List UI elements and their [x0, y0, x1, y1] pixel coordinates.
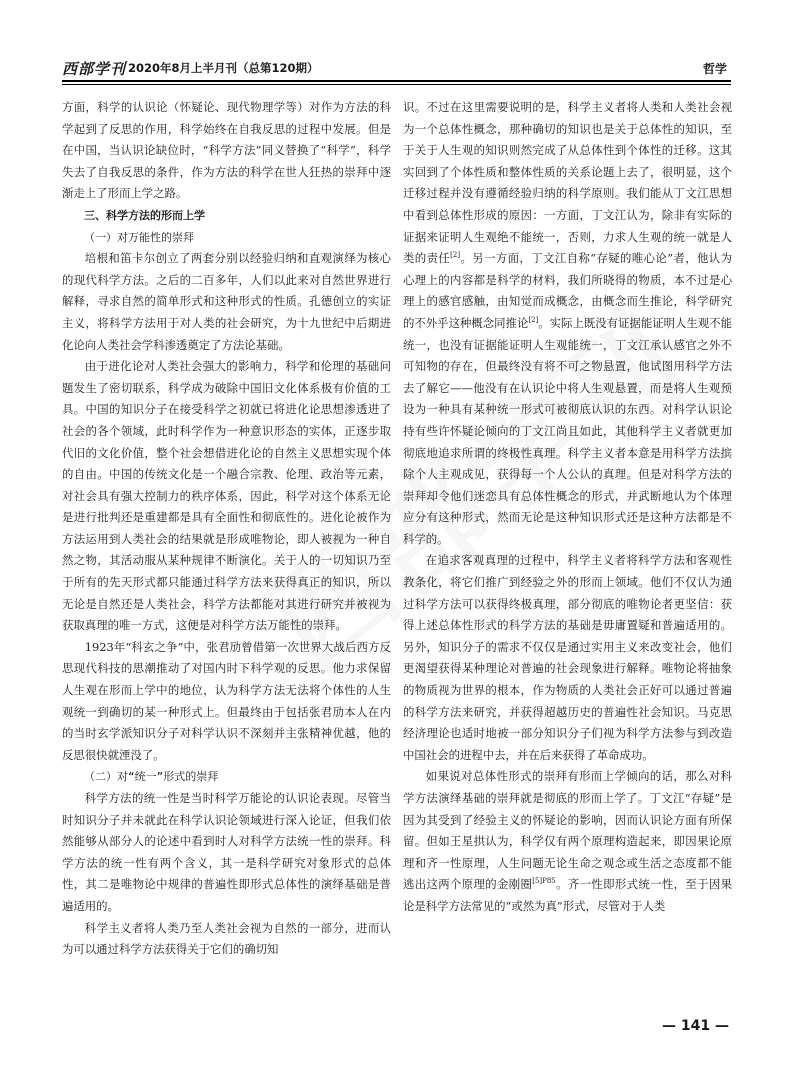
right-column [403, 97, 732, 918]
running-header [62, 56, 731, 78]
header-rule-thick [62, 80, 731, 82]
paragraph: 科学主义者将人类乃至人类社会视为自然的一部分，进而认为可以通过科学方法获得关于它们的确切知 [62, 920, 391, 957]
text-run: 。实际上既没有证据能证明人生观不能统一，也没有证据能证明人生观能统一，丁文江承认感官之外不可知物的存在，但最终没有将不可之物悬置，他试图用科学方法去了解它——他没有在认识论中将人生观悬置，而是将人生观预设为一种具有某种统一形式可被彻底认识的东西。对科学认识论持有些许怀疑论倾向的丁文江尚且如此，其他科学主义者就更加彻底地追求所谓的终极性真理。科学主义者本意是用科学方法摈除个人主观成见，获得每一个人公认的真理。但是对科学方法的崇拜却令他们迷恋具有总体性概念的形式，并武断地认为个体理应分有这种形式，然而无论是这种知识形式还是这种方法都是不科学的。 [403, 315, 732, 546]
paragraph: 1923年“科玄之争”中，张君劢曾借第一次世界大战后西方反思现代科技的思潮推动了对国内时下科学观的反思。他力求保留人生观在形而上学中的地位，认为科学方法无法将个体性的人生观统一到确切的某一种形式上。但最终由于包括张君劢本人在内的当时玄学派知识分子对科学认识不深刻并主张精神优越，他的反思很快就湮没了。 [62, 639, 391, 762]
paragraph: 科学方法的统一性是当时科学万能论的认识论表现。尽管当时知识分子并未就此在科学认识论领域进行深入论证，但我们依然能够从部分人的论述中看到时人对科学方法统一性的崇拜。科学方法的统一性有两个含义，其一是科学研究对象形式的总体性，其二是唯物论中规律的普遍性即形式总体性的演绎基础是普遍适用的。 [62, 791, 391, 913]
left-column [62, 97, 391, 961]
text-run: 。齐一性即形式统一性，至于因果论是科学方法常见的“或然为真”形式，尽管对于人类 [403, 877, 732, 913]
page-number: — 141 — [662, 1018, 729, 1034]
paragraph: 在追求客观真理的过程中，科学主义者将科学方法和客观性教条化，将它们推广到经验之外的形而上领域。他们不仅认为通过科学方法可以获得终极真理，部分彻底的唯物论者更坚信：获得上述总体性形式的科学方法的基础是毋庸置疑和普遍适用的。另外，知识分子的需求不仅仅是通过实用主义来改变社会，他们更渴望获得某种理论对普遍的社会现象进行解释。唯物论将抽象的物质视为世界的根本，作为物质的人类社会正好可以通过普遍的科学方法来研究，并获得超越历史的普遍性社会知识。马克思经济理论也适时地被一部分知识分子们视为科学方法参与到改造中国社会的进程中去，并在后来获得了革命成功。 [403, 553, 732, 762]
header-rule-thin [62, 84, 731, 85]
citation: [5]P85 [532, 877, 556, 886]
issue-info: 2020年8月上半月刊（总第120期） [128, 61, 319, 75]
paragraph: 方面，科学的认识论（怀疑论、现代物理学等）对作为方法的科学起到了反思的作用，科学始终在自我反思的过程中发展。但是在中国，当认识论缺位时，“科学方法”同义替换了“科学”，科学失去了自我反思的条件，作为方法的科学在世人狂热的崇拜中逐渐走上了形而上学之路。 [62, 100, 391, 201]
text-run: 。另一方面，丁文江自称“存疑的唯心论”者，他认为心理上的内容都是科学的材料，我们所晓得的物质，本不过是心理上的感官感触，由知觉而成概念，由概念而生推论，科学研究的不外乎这种概念同推论 [403, 251, 732, 330]
paragraph [403, 766, 732, 917]
citation: [2] [528, 316, 539, 325]
paragraph: 培根和笛卡尔创立了两套分别以经验归纳和直观演绎为核心的现代科学方法。之后的二百多年，人们以此来对自然世界进行解释，寻求自然的简单形式和这种形式的性质。孔德创立的实证主义，将科学方法用于对人类的社会研究，为十九世纪中后期进化论向人类社会学科渗透奠定了方法论基础。 [62, 251, 391, 352]
paragraph: 由于进化论对人类社会强大的影响力，科学和伦理的基础问题发生了密切联系，科学成为破除中国旧文化体系极有价值的工具。中国的知识分子在接受科学之初就已将进化论思想渗透进了社会的各个领域，此时科学作为一种意识形态的实体，正逐步取代旧的文化价值，整个社会想借进化论的自然主义思想实现个体的自由。中国的传统文化是一个融合宗教、伦理、政治等元素，对社会具有强大控制力的秩序体系，因此，科学对这个体系无论是进行批判还是重建都是具有全面性和彻底性的。进化论被作为方法运用到人类社会的结果就是形成唯物论，即人被视为一种自然之物，其活动服从某种规律不断演化。关于人的一切知识乃至于所有的先天形式都只能通过科学方法来获得真正的知识，所以无论是自然还是人类社会，科学方法都能对其进行研究并被视为获取真理的唯一方式，这便是对科学方法万能性的崇拜。 [62, 359, 391, 633]
subsection-heading: （一）对万能性的崇拜 [84, 230, 194, 244]
text-run: 如果说对总体性形式的崇拜有形而上学倾向的话，那么对科学方法演绎基础的崇拜就是彻底的形而上学了。丁文江“存疑”是因为其受到了经验主义的怀疑论的影响，因而认识论方面有所保留。但如王星拱认为，科学仅有两个原理构造起来，即因果论原理和齐一性原理，人生问题无论生命之观念或生活之态度都不能逃出这两个原理的金刚圈 [403, 769, 732, 892]
citation: [2] [450, 251, 461, 260]
section-heading: 三、科学方法的形而上学 [84, 208, 205, 222]
journal-name: 西部学刊 [62, 60, 127, 78]
paragraph [403, 97, 732, 550]
subsection-heading: （二）对“统一”形式的崇拜 [84, 770, 219, 784]
text-run: 识。不过在这里需要说明的是，科学主义者将人类和人类社会视为一个总体性概念，那种确切的知识也是关于总体性的知识，至于关于人生观的知识则然完成了从总体性到个体性的迁移。这其实回到了个体性质和整体性质的关系论题上去了，很明显，这个迁移过程并没有遵循经验归纳的科学原则。我们能从丁文江思想中看到总体性形成的原因：一方面，丁文江认为，除非有实际的证据来证明人生观绝不能统一，否则，力求人生观的统一就是人类的责任 [403, 100, 732, 266]
section-tag: 哲学 [702, 62, 727, 76]
